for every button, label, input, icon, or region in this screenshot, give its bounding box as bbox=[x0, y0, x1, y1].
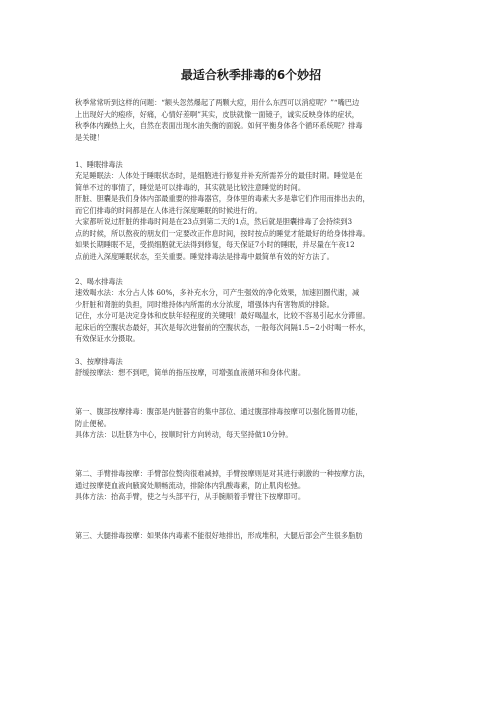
text-line: 第一、腹部按摩排毒：腹部是内脏器官的集中部位、通过腹部排毒按摩可以强化肠胃功能， bbox=[75, 407, 363, 416]
text-line: 充足睡眠法：人体处于睡眠状态时，是细胞进行修复并补充所需养分的最佳时期。睡觉是在 bbox=[75, 171, 363, 180]
text-line: 起床后的空腹状态最好，其次是每次进餐前的空腹状态，一般每次间隔1.5~2小时喝一杯水， bbox=[75, 322, 371, 332]
text-line: 肝脏、胆囊是我们身体内部最重要的排毒器官，身体里的毒素大多是靠它们作用而排出去的， bbox=[75, 194, 370, 203]
text-line: 具体方法：以肚脐为中心，按顺时针方向转动，每天坚持做10分钟。 bbox=[75, 430, 293, 439]
massage-paragraph bbox=[75, 367, 427, 379]
text-line: 具体方法：抬高手臂，使之与头部平行，从手腕顺着手臂往下按摩即可。 bbox=[75, 492, 306, 501]
intro-paragraph bbox=[75, 97, 427, 143]
text-line: 大家都听说过肝脏的排毒时间是在23点到第二天的1点，然后就是胆囊排毒了会持续到3 bbox=[75, 217, 353, 226]
text-line: 秋季体内躁热上火，自然在表面出现水油失衡的面貌。如何平衡身体各个循环系统呢？排毒 bbox=[75, 121, 363, 130]
text-line: 而它们排毒的时间都是在人体进行深度睡眠的时候进行的。 bbox=[75, 205, 262, 215]
text-line: 有效保证水分摄取。 bbox=[75, 334, 140, 343]
section-heading-water bbox=[75, 276, 427, 288]
text-line: 上出现好大的疱疹，好痛，心情好差啊”其实，皮肤就像一面镜子，诚实反映身体的症状， bbox=[75, 109, 359, 119]
text-line: 点的时候，所以熬夜的朋友们一定要改正作息时间，按时按点的睡觉才能最好的给身体排毒。 bbox=[75, 228, 370, 238]
abdomen-massage-paragraph bbox=[75, 406, 427, 441]
water-paragraph bbox=[75, 287, 427, 345]
section-heading: 1、睡眠排毒法 bbox=[75, 160, 123, 169]
text-line: 第二、手臂排毒按摩：手臂部位赘肉很难减掉，手臂按摩则是对其进行刺激的一种按摩方法， bbox=[75, 469, 370, 478]
text-line: 点前进入深度睡眠状态，至关重要。睡觉排毒法是排毒中最简单有效的好方法了。 bbox=[75, 251, 334, 261]
text-line: 通过按摩使血液向腋窝处顺畅流动，排除体内乳酸毒素，防止肌肉松弛。 bbox=[75, 480, 306, 490]
text-line: 舒缓按摩法：想不到吧，简单的指压按摩，可增强血液循环和身体代谢。 bbox=[75, 368, 306, 377]
text-line: 是关键！ bbox=[75, 132, 104, 142]
arm-massage-paragraph bbox=[75, 468, 427, 503]
section-heading: 3、按摩排毒法 bbox=[75, 357, 123, 366]
thigh-massage-paragraph bbox=[75, 530, 427, 542]
section-heading-massage bbox=[75, 356, 427, 368]
text-line: 记住，水分可是决定身体和皮肤年轻程度的关键哦！最好喝温水，比较不容易引起水分滞留。 bbox=[75, 311, 370, 320]
text-line: 防止便秘。 bbox=[75, 418, 111, 428]
text-line: 速效喝水法：水分占人体 60%，多补充水分，可产生强效的净化效果，加速回圈代谢，减 bbox=[75, 288, 360, 297]
page-title: 最适合秋季排毒的6个妙招 bbox=[180, 68, 322, 82]
text-line: 少肝脏和肾脏的负担，同时维持体内所需的水分浓度，增强体内有害物质的排除。 bbox=[75, 299, 334, 309]
text-line: 简单不过的事情了，睡觉是可以排毒的，其实就是比较注意睡觉的时间。 bbox=[75, 182, 306, 192]
text-line: 秋季常常听到这样的问题：“额头忽然爆起了两颗大痘，用什么东西可以消痘呢？”“嘴巴边 bbox=[75, 98, 360, 107]
sleep-paragraph bbox=[75, 170, 427, 262]
text-line: 第三、大腿排毒按摩：如果体内毒素不能很好地排出，形成堆积，大腿后部会产生很多脂肪 bbox=[75, 531, 363, 540]
section-heading: 2、喝水排毒法 bbox=[75, 277, 123, 286]
text-line: 如果长期睡眠不足，受损细胞就无法得到修复，每天保证7小时的睡眠，并尽量在午夜12 bbox=[75, 240, 355, 249]
section-heading-sleep bbox=[75, 159, 427, 171]
